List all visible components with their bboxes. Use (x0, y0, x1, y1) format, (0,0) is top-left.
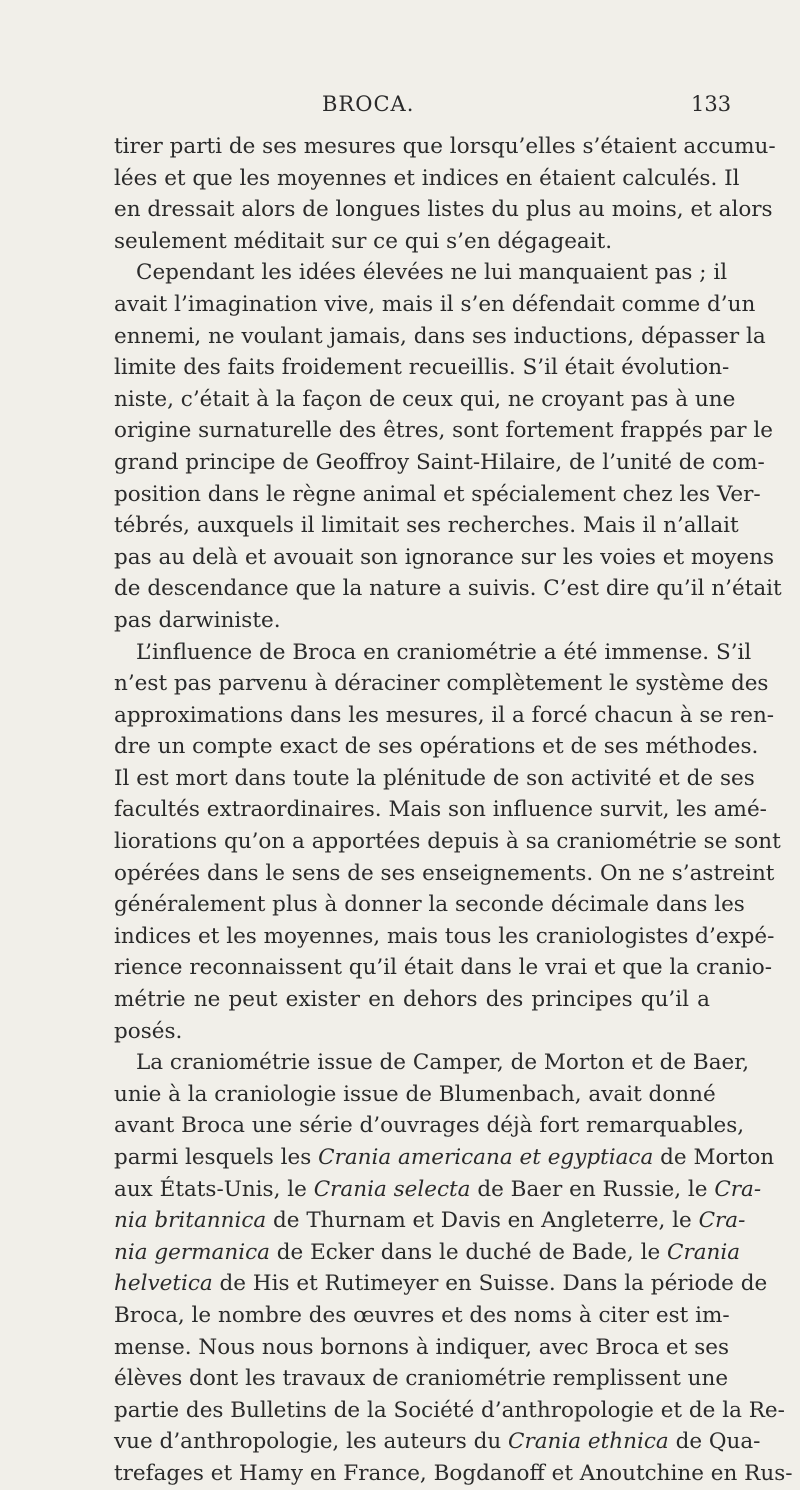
text-line: pas au delà et avouait son ignorance sur les voies et moyens (114, 544, 775, 570)
italic-title: Crania ethnica (508, 1429, 669, 1455)
text-line: approximations dans les mesures, il a forcé chacun à se ren- (114, 702, 775, 728)
text-segment: de Ecker dans le duché de Bade, le (269, 1239, 668, 1265)
text-line: La craniométrie issue de Camper, de Morton et de Baer, (136, 1050, 750, 1076)
text-line: indices et les moyennes, mais tous les craniologistes d’expé- (114, 923, 775, 949)
text-line: Il est mort dans toute la plénitude de son activité et de ses (114, 765, 755, 791)
text-line (114, 1142, 775, 1174)
text-line: L’influence de Broca en craniométrie a été immense. S’il (136, 639, 752, 665)
text-line (114, 1174, 762, 1206)
text-line (114, 1268, 768, 1300)
text-line: mense. Nous nous bornons à indiquer, avec Broca et ses (114, 1334, 730, 1360)
text-line (114, 1205, 746, 1237)
text-line: en dressait alors de longues listes du plus au moins, et alors (114, 197, 773, 223)
text-line: lées et que les moyennes et indices en étaient calculés. Il (114, 165, 740, 191)
text-line: origine surnaturelle des êtres, sont fortement frappés par le (114, 418, 773, 444)
page-number: 133 (691, 92, 732, 116)
text-line: opérées dans le sens de ses enseignements. On ne s’astreint (114, 860, 775, 886)
text-line: liorations qu’on a apportées depuis à sa craniométrie se sont (114, 829, 781, 855)
text-line: n’est pas parvenu à déraciner complètement le système des (114, 671, 769, 697)
italic-title: Crania americana et egyptiaca (318, 1145, 654, 1170)
text-line (114, 1426, 761, 1458)
text-line: tébrés, auxquels il limitait ses recherches. Mais il n’allait (114, 513, 739, 539)
text-line: Broca, le nombre des œuvres et des noms à citer est im- (114, 1302, 730, 1328)
text-line: Cependant les idées élevées ne lui manquaient pas ; il (136, 260, 728, 286)
text-segment: de Thurnam et Davis en Angleterre, le (266, 1208, 699, 1234)
text-line: facultés extraordinaires. Mais son influence survit, les amé- (114, 797, 767, 823)
body-text (114, 131, 793, 1490)
page-header (0, 92, 800, 122)
text-segment: de Baer en Russie, le (470, 1176, 715, 1202)
text-line: métrie ne peut exister en dehors des principes qu’il a (114, 987, 710, 1013)
text-line: position dans le règne animal et spécialement chez les Ver- (114, 481, 761, 507)
text-line: trefages et Hamy en France, Bogdanoff et Anoutchine en Rus- (114, 1460, 793, 1486)
italic-title: Crania (667, 1239, 741, 1265)
text-segment: de Qua- (668, 1429, 761, 1455)
italic-title: nia germanica (114, 1239, 270, 1265)
italic-title: nia britannica (114, 1208, 267, 1234)
text-line: avant Broca une série d’ouvrages déjà fort remarquables, (114, 1113, 745, 1139)
text-line: de descendance que la nature a suivis. C’est dire qu’il n’était (114, 576, 782, 602)
italic-title: Cra- (714, 1176, 762, 1202)
text-segment: de His et Rutimeyer en Suisse. Dans la période de (212, 1271, 768, 1297)
text-line: tirer parti de ses mesures que lorsqu’elles s’étaient accumu- (114, 134, 776, 159)
text-line: seulement méditait sur ce qui s’en dégageait. (114, 228, 613, 254)
text-segment: parmi lesquels les (114, 1145, 319, 1170)
text-line: élèves dont les travaux de craniométrie remplissent une (114, 1366, 729, 1392)
text-line: limite des faits froidement recueillis. S’il était évolution- (114, 355, 730, 381)
italic-title: Cra- (698, 1208, 746, 1234)
text-line: grand principe de Geoffroy Saint-Hilaire, de l’unité de com- (114, 449, 765, 475)
text-line: pas darwiniste. (114, 607, 281, 633)
text-line: rience reconnaissent qu’il était dans le vrai et que la cranio- (114, 955, 773, 981)
text-segment: vue d’anthropologie, les auteurs du (114, 1429, 509, 1455)
text-line (114, 1237, 741, 1269)
text-line: unie à la craniologie issue de Blumenbach, avait donné (114, 1081, 716, 1107)
text-line: partie des Bulletins de la Société d’anthropologie et de la Re- (114, 1397, 785, 1423)
text-line: posés. (114, 1018, 183, 1044)
text-segment: de Morton (653, 1145, 775, 1170)
running-head: BROCA. (322, 92, 415, 116)
text-segment: aux États-Unis, le (114, 1176, 314, 1202)
text-line: ennemi, ne voulant jamais, dans ses inductions, dépasser la (114, 323, 766, 349)
text-line: généralement plus à donner la seconde décimale dans les (114, 892, 745, 918)
text-line: niste, c’était à la façon de ceux qui, ne croyant pas à une (114, 386, 736, 412)
italic-title: helvetica (114, 1271, 213, 1297)
text-line: dre un compte exact de ses opérations et de ses méthodes. (114, 734, 759, 760)
italic-title: Crania selecta (313, 1176, 471, 1202)
text-line: avait l’imagination vive, mais il s’en défendait comme d’un (114, 291, 756, 317)
